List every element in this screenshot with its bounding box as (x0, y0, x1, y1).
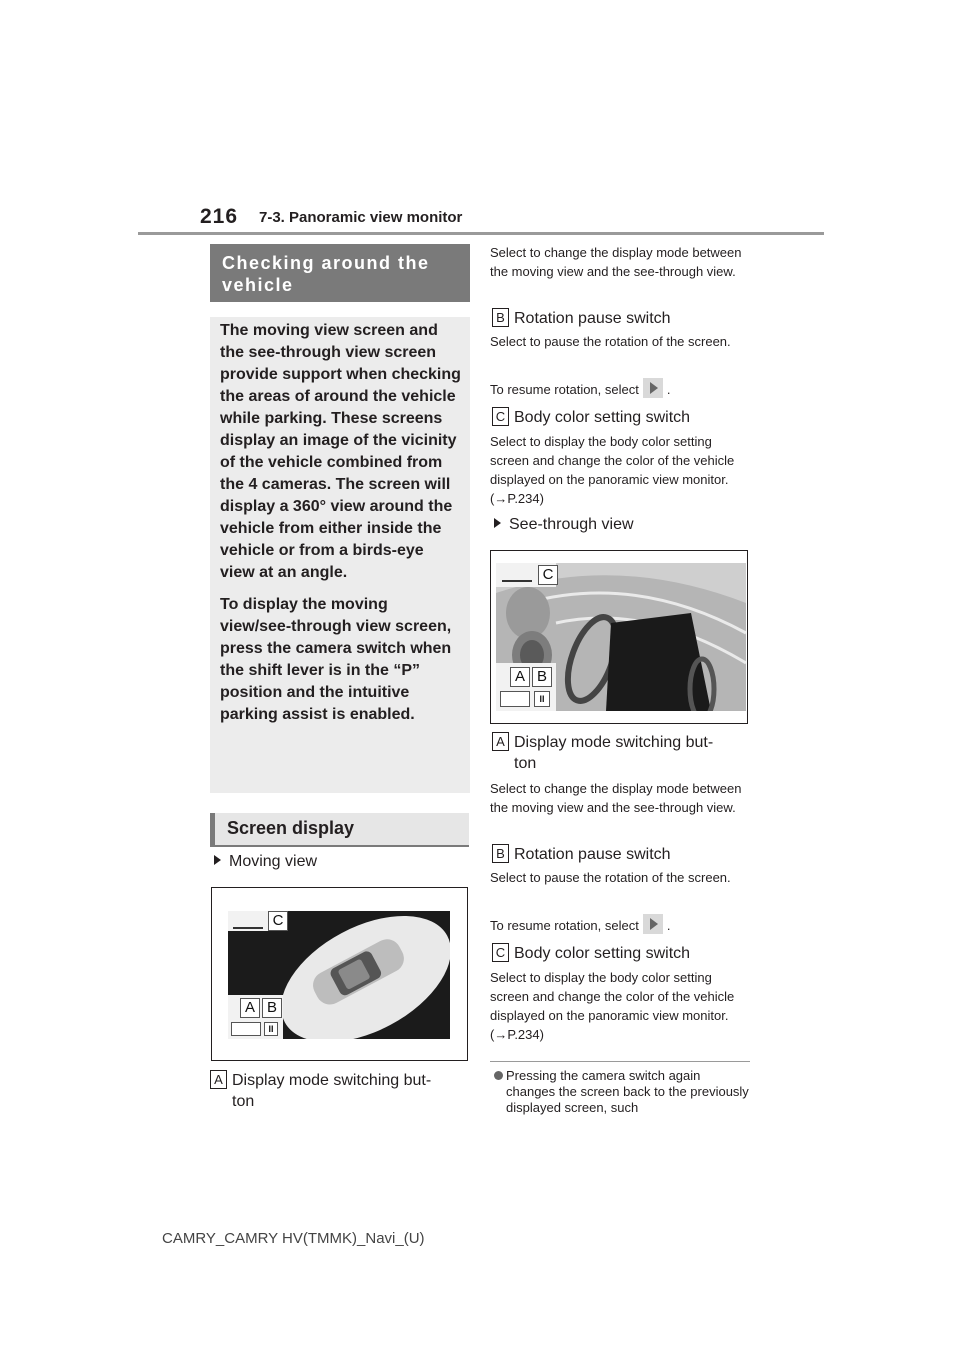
screen-button-b[interactable]: B (532, 667, 552, 687)
note-bullet-icon (494, 1071, 503, 1080)
moving-item-a-desc: Select to change the display mode between the moving view and the see-through view. (490, 245, 742, 279)
pause-button[interactable]: II (264, 1022, 278, 1036)
note: Pressing the camera switch again changes the screen back to the previously displayed screen, such (494, 1068, 752, 1116)
screen-button-c[interactable]: C (268, 911, 288, 931)
see-item-c-title: C Body color setting switch (492, 943, 690, 964)
badge-b: B (492, 308, 509, 327)
screen-button-b[interactable]: B (262, 998, 282, 1018)
bullet-triangle-icon (214, 855, 221, 865)
moving-view-illustration (228, 911, 450, 1039)
badge-c: C (492, 943, 509, 962)
badge-b: B (492, 844, 509, 863)
resume-arrow-icon (643, 914, 663, 934)
heading-line-2: vehicle (222, 275, 294, 295)
see-through-illustration (496, 563, 746, 711)
moving-item-b-title: B Rotation pause switch (492, 308, 671, 329)
see-item-b-desc: Select to pause the rotation of the screen. (490, 870, 731, 885)
moving-item-c-desc: Select to display the body color setting screen and change the color of the vehicle displayed on the panoramic view monitor. (→P.234) (490, 434, 735, 506)
see-item-a-desc: Select to change the display mode between the moving view and the see-through view. (490, 781, 742, 815)
resume-arrow-icon (643, 378, 663, 398)
section-heading-checking (210, 244, 470, 302)
intro-box (210, 317, 470, 793)
badge-a: A (210, 1070, 227, 1089)
view-toggle-icon[interactable] (500, 691, 530, 707)
see-item-b-title: B Rotation pause switch (492, 844, 671, 865)
see-through-view-figure (490, 550, 748, 724)
footer-model: CAMRY_CAMRY HV(TMMK)_Navi_(U) (162, 1230, 425, 1247)
badge-a: A (492, 732, 509, 751)
moving-item-c-title: C Body color setting switch (492, 407, 690, 428)
screen-button-a[interactable]: A (240, 998, 260, 1018)
bullet-triangle-icon (494, 518, 501, 528)
intro-paragraph-1: The moving view screen and the see-through view screen provide support when checking the areas of around the vehicle while parking. These screens display an image of the vicinity of the vehicle combined from the 4 cameras. The screen will display a 360° view around the vehicle from either inside the vehicle or from a birds-eye view at an angle. (220, 322, 461, 581)
moving-view-figure (211, 887, 468, 1061)
heading-line-1: Checking around the (222, 253, 430, 273)
pause-button[interactable]: II (534, 691, 550, 707)
badge-c: C (492, 407, 509, 426)
body-color-icon[interactable] (233, 914, 263, 929)
intro-paragraph-2: To display the moving view/see-through view screen, press the camera switch when the shift lever is in the “P” position and the intuitive parking assist is enabled. (220, 596, 452, 723)
see-item-b-resume: To resume rotation, select . (490, 914, 752, 935)
see-item-c-desc: Select to display the body color setting screen and change the color of the vehicle displayed on the panoramic view monitor. (→P.234) (490, 970, 735, 1042)
see-through-view-screen (496, 563, 746, 711)
view-toggle-icon[interactable] (231, 1022, 261, 1036)
see-through-view-label: See-through view (494, 516, 634, 534)
section-title: 7-3. Panoramic view monitor (259, 209, 463, 226)
screen-button-c[interactable]: C (538, 565, 558, 585)
moving-view-label: Moving view (214, 853, 317, 871)
body-color-icon[interactable] (502, 567, 532, 582)
moving-item-a: A Display mode switching but- ton (210, 1070, 472, 1112)
note-divider (490, 1061, 750, 1062)
page-number: 216 (200, 205, 239, 228)
moving-view-screen (228, 911, 450, 1039)
header-divider (138, 232, 824, 235)
moving-item-b-desc: Select to pause the rotation of the screen. (490, 334, 731, 349)
section-heading-screen-display: Screen display (210, 813, 469, 847)
moving-item-b-resume: To resume rotation, select . (490, 378, 752, 399)
screen-button-a[interactable]: A (510, 667, 530, 687)
see-item-a: A Display mode switching but- ton (492, 732, 754, 774)
